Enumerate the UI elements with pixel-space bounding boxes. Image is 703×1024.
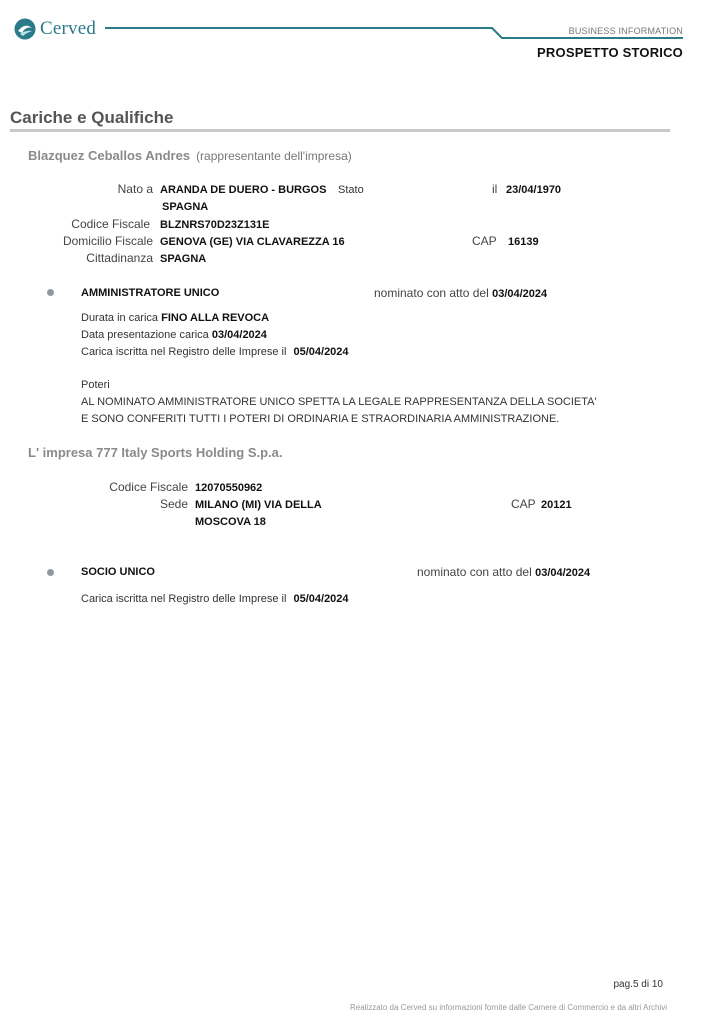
cap-value: 16139 xyxy=(508,236,539,248)
document-title: PROSPETTO STORICO xyxy=(537,45,683,60)
registry-date: 05/04/2024 xyxy=(293,346,349,358)
state-label: Stato xyxy=(338,184,364,196)
section-divider xyxy=(10,129,670,132)
tax-code: BLZNRS70D23Z131E xyxy=(160,219,270,231)
section-title: Cariche e Qualifiche xyxy=(10,108,174,127)
state-value: SPAGNA xyxy=(162,201,209,213)
appointment-date: 03/04/2024 xyxy=(492,288,548,300)
company-cap-value: 20121 xyxy=(541,499,572,511)
page-number: pag.5 di 10 xyxy=(613,979,663,990)
company-appointment-info xyxy=(417,565,590,579)
citizenship-label: Cittadinanza xyxy=(86,251,153,265)
powers-line-2: E SONO CONFERITI TUTTI I POTERI DI ORDINARIA E STRAORDINARIA AMMINISTRAZIONE. xyxy=(81,413,560,425)
registry-label: Carica iscritta nel Registro delle Imprese il xyxy=(81,346,287,358)
domicile-value: GENOVA (GE) VIA CLAVAREZZA 16 xyxy=(160,236,345,248)
company-registry-row xyxy=(81,593,349,605)
duration-value: FINO ALLA REVOCA xyxy=(161,312,270,324)
appointment-label: nominato con atto del xyxy=(374,286,489,300)
cerved-logo-icon xyxy=(14,18,36,40)
powers-label: Poteri xyxy=(81,379,110,391)
company-registry-label: Carica iscritta nel Registro delle Imprese il xyxy=(81,593,287,605)
cap-label: CAP xyxy=(472,234,497,248)
birth-date-label: il xyxy=(492,182,498,196)
person-role: (rappresentante dell'impresa) xyxy=(196,149,352,163)
duration-label: Durata in carica xyxy=(81,312,159,324)
citizenship-value: SPAGNA xyxy=(160,253,207,265)
bullet-icon xyxy=(47,289,54,296)
company-office-title: SOCIO UNICO xyxy=(81,566,155,578)
born-place: ARANDA DE DUERO - BURGOS xyxy=(160,184,327,196)
tax-code-label: Codice Fiscale xyxy=(71,217,150,231)
presentation-date: 03/04/2024 xyxy=(211,329,267,341)
born-label: Nato a xyxy=(117,182,153,196)
seat-line-2: MOSCOVA 18 xyxy=(195,516,266,528)
brand-name: Cerved xyxy=(40,18,97,39)
domicile-label: Domicilio Fiscale xyxy=(62,234,153,248)
company-appointment-label: nominato con atto del xyxy=(417,565,532,579)
seat-label: Sede xyxy=(159,497,188,511)
office-title: AMMINISTRATORE UNICO xyxy=(81,287,220,299)
company-tax-code: 12070550962 xyxy=(195,482,263,494)
company-tax-code-label: Codice Fiscale xyxy=(109,480,188,494)
company-title: L' impresa 777 Italy Sports Holding S.p.a. xyxy=(28,445,283,460)
person-name-text: Blazquez Ceballos Andres xyxy=(28,148,191,163)
company-registry-date: 05/04/2024 xyxy=(293,593,349,605)
appointment-info xyxy=(374,286,547,300)
business-information-label: BUSINESS INFORMATION xyxy=(568,26,683,36)
company-appointment-date: 03/04/2024 xyxy=(535,567,591,579)
birth-date: 23/04/1970 xyxy=(506,184,562,196)
presentation-row xyxy=(81,329,267,341)
person-name xyxy=(28,148,352,163)
header-rule xyxy=(0,0,703,50)
registry-row xyxy=(81,346,349,358)
duration-row xyxy=(81,312,269,324)
presentation-label: Data presentazione carica xyxy=(81,329,209,341)
seat-line-1: MILANO (MI) VIA DELLA xyxy=(195,499,322,511)
company-cap-label: CAP xyxy=(511,497,536,511)
footer-note: Realizzato da Cerved su informazioni fornite dalle Camere di Commercio e da altri Archivi xyxy=(349,1003,667,1012)
powers-line-1: AL NOMINATO AMMINISTRATORE UNICO SPETTA LA LEGALE RAPPRESENTANZA DELLA SOCIETA' xyxy=(81,396,597,408)
brand-logo xyxy=(14,16,96,42)
bullet-icon xyxy=(47,569,54,576)
